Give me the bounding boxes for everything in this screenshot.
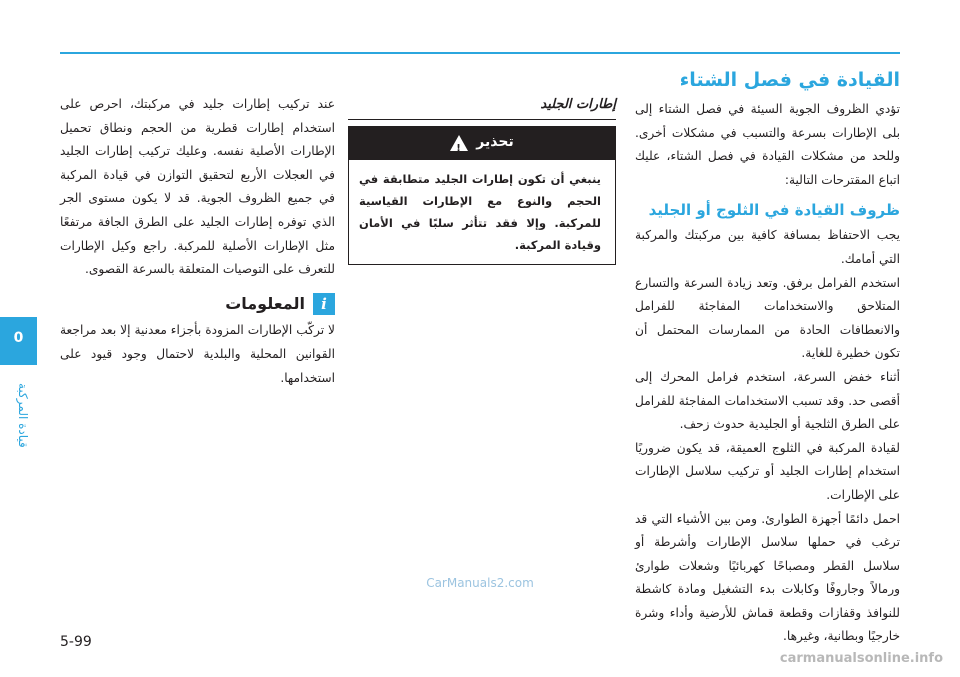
paragraph: يجب الاحتفاظ بمسافة كافية بين مركبتك والمركبة التي أمامك. (635, 228, 900, 266)
warning-text: ينبغي أن تكون إطارات الجليد متطابقة في الحجم والنوع مع الإطارات القياسية للمركبة. وإلا فقد تتأثر سلبًا في الأمان وقيادة المركبة. (359, 171, 601, 252)
info-icon: i (313, 293, 335, 315)
paragraph: احمل دائمًا أجهزة الطوارئ. ومن بين الأشياء التي قد ترغب في حملها سلاسل الإطارات وأشرطة أو سلاسل القطر ومصباحًا كهربائيًا وشعلات طوارئ ورمالاً وجاروفًا وكابلات بدء التشغيل ومادة كاشطة للنوافذ وقفازات وقطعة قماش للأرضية وأداء وشرة خارجيًا وبطانية، وغيرها. (635, 511, 900, 644)
info-header (60, 292, 335, 316)
warning-title: تحذير (476, 134, 514, 151)
section-title: القيادة في فصل الشتاء (679, 69, 900, 91)
snow-tire-paragraph: عند تركيب إطارات جليد في مركبتك، احرص على استخدام إطارات قطرية من الحجم ونطاق تحميل الإطارات الأصلية نفسه. وعليك تركيب إطارات الجليد في العجلات الأربع لتحقيق التوازن في قيادة المركبة في جميع الظروف الجوية. قد لا يكون مستوى الجر الذي توفره إطارات الجليد على الطرق الجافة مرتفعًا مثل الإطارات الأصلية للمركبة. راجع وكيل الإطارات للتعرف على التوصيات المتعلقة بالسرعة القصوى. (60, 97, 335, 277)
snow-tires-title: إطارات الجليد (348, 93, 616, 120)
top-rule (60, 52, 900, 54)
left-column (60, 93, 335, 390)
middle-column (348, 93, 616, 265)
footer-watermark: carmanualsonline.info (779, 651, 943, 666)
intro-paragraph: تؤدي الظروف الجوية السيئة في فصل الشتاء إلى بلى الإطارات بسرعة والتسبب في مشكلات أخرى. وللحد من مشكلات القيادة في فصل الشتاء، عليك اتباع المقترحات التالية: (635, 102, 900, 187)
page-number: 5-99 (60, 634, 92, 650)
paragraph: استخدم الفرامل برفق. وتعد زيادة السرعة والتسارع المتلاحق والاستخدامات المفاجئة للفرامل والانعطافات الحادة من الممارسات المحتمل أن تكون خطيرة للغاية. (635, 275, 900, 361)
paragraph: أثناء خفض السرعة، استخدم فرامل المحرك إلى أقصى حد. وقد تسبب الاستخدامات المفاجئة للفرامل على الطرق الثلجية أو الجليدية حدوث زحف. (635, 369, 900, 432)
warning-header (349, 127, 615, 160)
chapter-tab-number: 0 (13, 330, 24, 346)
chapter-label: قيادة المركبة (16, 383, 30, 448)
subsection-title: ظروف القيادة في الثلوج أو الجليد (648, 201, 900, 220)
right-column (635, 66, 900, 649)
paragraph: لقيادة المركبة في الثلوج العميقة، قد يكون ضروريًا استخدام إطارات الجليد أو تركيب سلاسل الإطارات على الإطارات. (635, 440, 900, 502)
warning-box (348, 126, 616, 265)
info-title: المعلومات (225, 293, 305, 313)
warning-triangle-icon (450, 135, 468, 151)
info-text: لا تركّب الإطارات المزودة بأجزاء معدنية إلا بعد مراجعة القوانين المحلية والبلدية لاحتمال وجود قيود على استخدامها. (60, 323, 335, 385)
watermark-logo: CarManuals2.com (426, 576, 534, 590)
chapter-tab (0, 317, 37, 365)
